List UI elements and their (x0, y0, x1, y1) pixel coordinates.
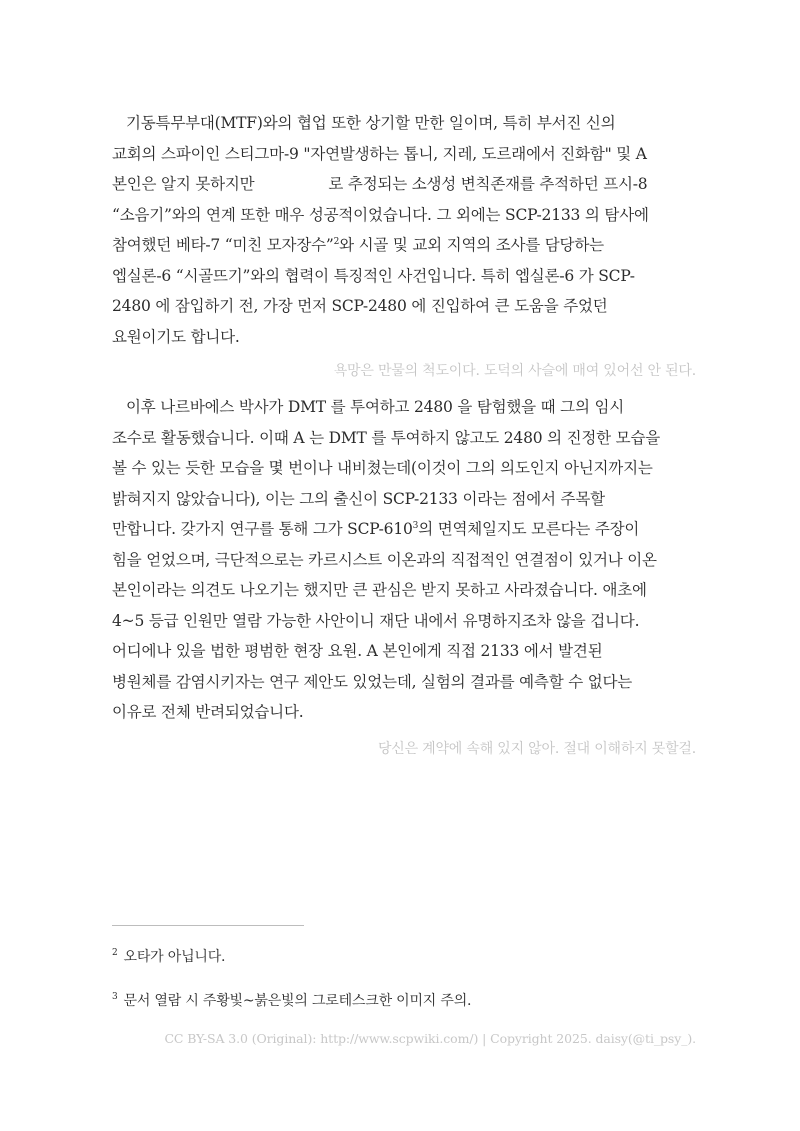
footnote-2 (112, 946, 225, 966)
document-body (112, 108, 696, 758)
paragraph-2 (112, 392, 696, 728)
footnote-number: 3 (112, 992, 118, 1003)
text-line: 교회의 스파이인 스티그마-9 "자연발생하는 톱니, 지레, 도르래에서 진화함" 및 A (112, 144, 647, 163)
footnote-ref-2[interactable]: 2 (333, 236, 340, 247)
footnote-text: 오타가 아닙니다. (123, 949, 226, 965)
text-line: 볼 수 있는 듯한 모습을 몇 번이나 내비쳤는데(이것이 그의 의도인지 아닌지까지는 (112, 459, 653, 477)
text-line: 2480 에 잠입하기 전, 가장 먼저 SCP-2480 에 진입하여 큰 도움을 주었던 (112, 297, 608, 315)
text-line: 병원체를 감염시키자는 연구 제안도 있었는데, 실험의 결과를 예측할 수 없다는 (112, 672, 633, 691)
text-segment: 만합니다. 갖가지 연구를 통해 그가 SCP-610 (112, 520, 413, 538)
text-line: 힘을 얻었으며, 극단적으로는 카르시스트 이온과의 직접적인 연결점이 있거나 이온 (112, 550, 657, 569)
text-line: 엡실론-6 “시골뜨기”와의 협력이 특징적인 사건입니다. 특히 엡실론-6 가 SCP- (112, 266, 635, 285)
text-line: 이유로 전체 반려되었습니다. (112, 703, 304, 721)
text-line: 4~5 등급 인원만 열람 가능한 사안이니 재단 내에서 유명하지조차 않을 겁니다. (112, 611, 640, 630)
text-segment: 와 시골 및 교외 지역의 조사를 담당하는 (339, 236, 604, 254)
epigraph-quote-2: 당신은 계약에 속해 있지 않아. 절대 이해하지 못할걸. (377, 740, 696, 757)
text-line: 밝혀지지 않았습니다), 이는 그의 출신이 SCP-2133 이라는 점에서 주목할 (112, 489, 605, 508)
text-line (112, 514, 696, 545)
text-segment: 로 추정되는 소생성 변칙존재를 추적하던 프시-8 (328, 175, 648, 193)
footnote-text: 문서 열람 시 주황빛~붉은빛의 그로테스크한 이미지 주의. (123, 993, 472, 1009)
text-segment: 본인은 알지 못하지만 (112, 175, 255, 193)
text-line: 기동특무부대(MTF)와의 협업 또한 상기할 만한 일이며, 특히 부서진 신의 (126, 114, 616, 132)
text-line (112, 169, 696, 200)
text-line: 이후 나르바에스 박사가 DMT 를 투여하고 2480 을 탐험했을 때 그의 임시 (126, 398, 625, 416)
paragraph-1 (112, 108, 696, 352)
epigraph-quote-1: 욕망은 만물의 척도이다. 도덕의 사슬에 매여 있어선 안 된다. (333, 363, 696, 379)
license-footer: CC BY-SA 3.0 (Original): http://www.scpwiki.com/) | Copyright 2025. daisy(@ti_psy_). (164, 1031, 696, 1046)
footnote-number: 2 (112, 948, 118, 959)
footnote-divider (112, 925, 304, 926)
footnote-ref-3[interactable]: 3 (412, 520, 419, 531)
text-line (112, 230, 696, 261)
text-line: 요원이기도 합니다. (112, 327, 240, 346)
text-line: 본인이라는 의견도 나오기는 했지만 큰 관심은 받지 못하고 사라졌습니다. 애초에 (112, 581, 647, 599)
text-line: 어디에나 있을 법한 평범한 현장 요원. A 본인에게 직접 2133 에서 발견된 (112, 642, 603, 660)
text-line: “소음기”와의 연계 또한 매우 성공적이었습니다. 그 외에는 SCP-2133 의 탐사에 (112, 205, 649, 224)
text-segment: 의 면역체일지도 모른다는 주장이 (418, 520, 640, 538)
footnote-3 (112, 990, 471, 1010)
text-segment: 참여했던 베타-7 “미친 모자장수” (112, 236, 334, 254)
text-line: 조수로 활동했습니다. 이때 A 는 DMT 를 투여하지 않고도 2480 의 진정한 모습을 (112, 428, 661, 447)
